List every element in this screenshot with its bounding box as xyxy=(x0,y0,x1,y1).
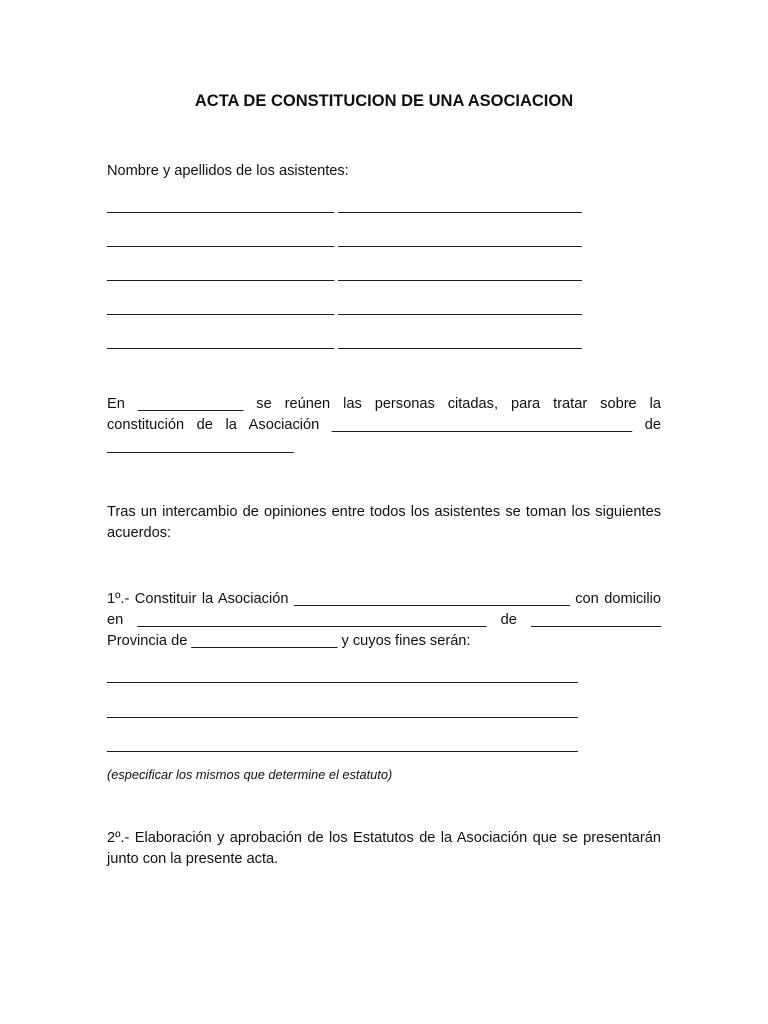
attendees-label: Nombre y apellidos de los asistentes: xyxy=(107,163,349,179)
purpose-line: __________________________________________________________ xyxy=(107,668,578,684)
meeting-line: En _____________ se reúnen las personas citadas, para tratar sobre la xyxy=(107,396,661,412)
attendee-line: ____________________________ ______________________________ xyxy=(107,266,582,282)
attendee-line: ____________________________ ______________________________ xyxy=(107,232,582,248)
meeting-line: _______________________ xyxy=(107,438,294,454)
document-title: ACTA DE CONSTITUCION DE UNA ASOCIACION xyxy=(194,92,574,110)
attendee-line: ____________________________ ______________________________ xyxy=(107,334,582,350)
agreement-1-line: Provincia de __________________ y cuyos fines serán: xyxy=(107,633,471,649)
purpose-line: __________________________________________________________ xyxy=(107,737,578,753)
agreement-2-paragraph xyxy=(107,828,661,870)
agreement-2-line: junto con la presente acta. xyxy=(107,851,279,867)
agreement-1-paragraph xyxy=(107,589,661,652)
exchange-line: Tras un intercambio de opiniones entre todos los asistentes se toman los siguientes xyxy=(107,504,661,520)
agreement-1-line: en ___________________________________________ de ________________ xyxy=(107,612,661,628)
purpose-line: __________________________________________________________ xyxy=(107,703,578,719)
exchange-paragraph xyxy=(107,502,661,544)
agreement-2-line: 2º.- Elaboración y aprobación de los Estatutos de la Asociación que se presentarán xyxy=(107,830,661,846)
meeting-paragraph xyxy=(107,394,661,457)
exchange-line: acuerdos: xyxy=(107,525,172,541)
meeting-line: constitución de la Asociación _____________________________________ de xyxy=(107,417,661,433)
purpose-note: (especificar los mismos que determine el estatuto) xyxy=(107,767,393,782)
attendee-line: ____________________________ ______________________________ xyxy=(107,198,582,214)
attendee-line: ____________________________ ______________________________ xyxy=(107,300,582,316)
agreement-1-line: 1º.- Constituir la Asociación __________________________________ con domicilio xyxy=(107,591,661,607)
